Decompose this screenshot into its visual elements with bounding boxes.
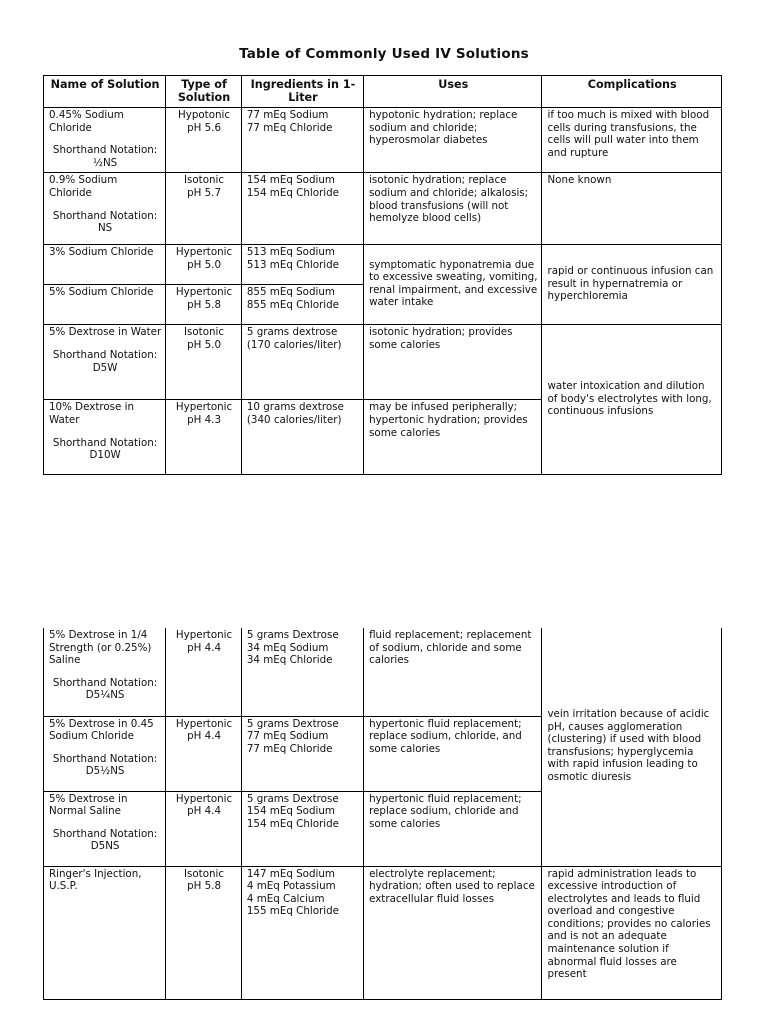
ingredients-cell: 77 mEq Sodium 77 mEq Chloride (241, 108, 363, 173)
complications-cell: rapid administration leads to excessive introduction of electrolytes and leads to fluid overload and congestive conditions; provides no calories and is not an adequate maintenance solution if abnormal fluid losses are present (542, 866, 722, 999)
solution-name-cell: 0.45% Sodium Chloride Shorthand Notation: ½NS (44, 108, 166, 173)
solution-name-cell: 3% Sodium Chloride (44, 245, 166, 285)
solution-name-cell: 5% Dextrose in Normal Saline Shorthand Notation: D5NS (44, 791, 166, 866)
solution-type-cell: Hypertonic pH 4.3 (166, 400, 242, 475)
uses-cell: may be infused peripherally; hypertonic hydration; provides some calories (364, 400, 542, 475)
complications-cell: if too much is mixed with blood cells during transfusions, the cells will pull water into them and rupture (542, 108, 722, 173)
complications-cell: rapid or continuous infusion can result in hypernatremia or hyperchloremia (542, 245, 722, 325)
shorthand-notation: Shorthand Notation: D10W (52, 436, 158, 462)
ingredients-cell: 513 mEq Sodium 513 mEq Chloride (241, 245, 363, 285)
table-row (44, 173, 722, 245)
uses-cell: fluid replacement; replacement of sodium, chloride and some calories (364, 628, 542, 716)
ingredients-cell: 5 grams Dextrose 77 mEq Sodium 77 mEq Chloride (241, 716, 363, 791)
uses-cell: symptomatic hyponatremia due to excessive sweating, vomiting, renal impairment, and excessive water intake (364, 245, 542, 325)
solution-name-cell: 0.9% Sodium Chloride Shorthand Notation: NS (44, 173, 166, 245)
table-row (44, 245, 722, 285)
header-type: Type of Solution (166, 76, 242, 108)
shorthand-notation: Shorthand Notation: D5¼NS (52, 676, 158, 702)
header-complications: Complications (542, 76, 722, 108)
solution-type-cell: Isotonic pH 5.8 (166, 866, 242, 999)
solution-type-cell: Hypertonic pH 5.0 (166, 245, 242, 285)
solution-name-cell: 5% Dextrose in 0.45 Sodium Chloride Shorthand Notation: D5½NS (44, 716, 166, 791)
shorthand-notation: Shorthand Notation: D5½NS (52, 752, 158, 778)
solution-type-cell: Hypertonic pH 4.4 (166, 716, 242, 791)
solution-type-cell: Hypertonic pH 5.8 (166, 285, 242, 325)
solution-type-cell: Hypertonic pH 4.4 (166, 628, 242, 716)
uses-cell: isotonic hydration; replace sodium and chloride; alkalosis; blood transfusions (will not hemolyze blood cells) (364, 173, 542, 245)
uses-cell: isotonic hydration; provides some calories (364, 325, 542, 400)
shorthand-notation: Shorthand Notation: NS (52, 209, 158, 235)
header-ingredients: Ingredients in 1-Liter (241, 76, 363, 108)
solution-name-cell: Ringer's Injection, U.S.P. (44, 866, 166, 999)
ingredients-cell: 154 mEq Sodium 154 mEq Chloride (241, 173, 363, 245)
iv-solutions-table (43, 75, 722, 475)
solution-name-cell: 5% Dextrose in 1/4 Strength (or 0.25%) Saline Shorthand Notation: D5¼NS (44, 628, 166, 716)
complications-cell: None known (542, 173, 722, 245)
solution-type-cell: Hypertonic pH 4.4 (166, 791, 242, 866)
shorthand-notation: Shorthand Notation: D5W (52, 348, 158, 374)
complications-cell: water intoxication and dilution of body's electrolytes with long, continuous infusions (542, 325, 722, 475)
uses-cell: hypertonic fluid replacement; replace sodium, chloride and some calories (364, 791, 542, 866)
solution-type-cell: Isotonic pH 5.7 (166, 173, 242, 245)
solution-name-cell: 10% Dextrose in Water Shorthand Notation: D10W (44, 400, 166, 475)
ingredients-cell: 855 mEq Sodium 855 mEq Chloride (241, 285, 363, 325)
ingredients-cell: 5 grams Dextrose 154 mEq Sodium 154 mEq Chloride (241, 791, 363, 866)
solution-type-cell: Isotonic pH 5.0 (166, 325, 242, 400)
page-title: Table of Commonly Used IV Solutions (239, 46, 529, 62)
header-name: Name of Solution (44, 76, 166, 108)
table-row (44, 628, 722, 716)
shorthand-notation: Shorthand Notation: D5NS (52, 827, 158, 853)
solution-name-cell: 5% Dextrose in Water Shorthand Notation: D5W (44, 325, 166, 400)
solution-name-cell: 5% Sodium Chloride (44, 285, 166, 325)
uses-cell: hypertonic fluid replacement; replace sodium, chloride, and some calories (364, 716, 542, 791)
complications-cell: vein irritation because of acidic pH, causes agglomeration (clustering) if used with blood transfusions; hyperglycemia with rapid infusion leading to osmotic diuresis (542, 628, 722, 866)
solution-type-cell: Hypotonic pH 5.6 (166, 108, 242, 173)
shorthand-notation: Shorthand Notation: ½NS (52, 144, 158, 169)
table-row (44, 325, 722, 400)
uses-cell: electrolyte replacement; hydration; often used to replace extracellular fluid losses (364, 866, 542, 999)
iv-solutions-table-continued (43, 628, 722, 1000)
header-uses: Uses (364, 76, 542, 108)
table-row (44, 108, 722, 173)
table-header-row (44, 76, 722, 108)
table-row (44, 866, 722, 999)
ingredients-cell: 147 mEq Sodium 4 mEq Potassium 4 mEq Calcium 155 mEq Chloride (241, 866, 363, 999)
ingredients-cell: 10 grams dextrose (340 calories/liter) (241, 400, 363, 475)
uses-cell: hypotonic hydration; replace sodium and chloride; hyperosmolar diabetes (364, 108, 542, 173)
ingredients-cell: 5 grams dextrose (170 calories/liter) (241, 325, 363, 400)
ingredients-cell: 5 grams Dextrose 34 mEq Sodium 34 mEq Chloride (241, 628, 363, 716)
